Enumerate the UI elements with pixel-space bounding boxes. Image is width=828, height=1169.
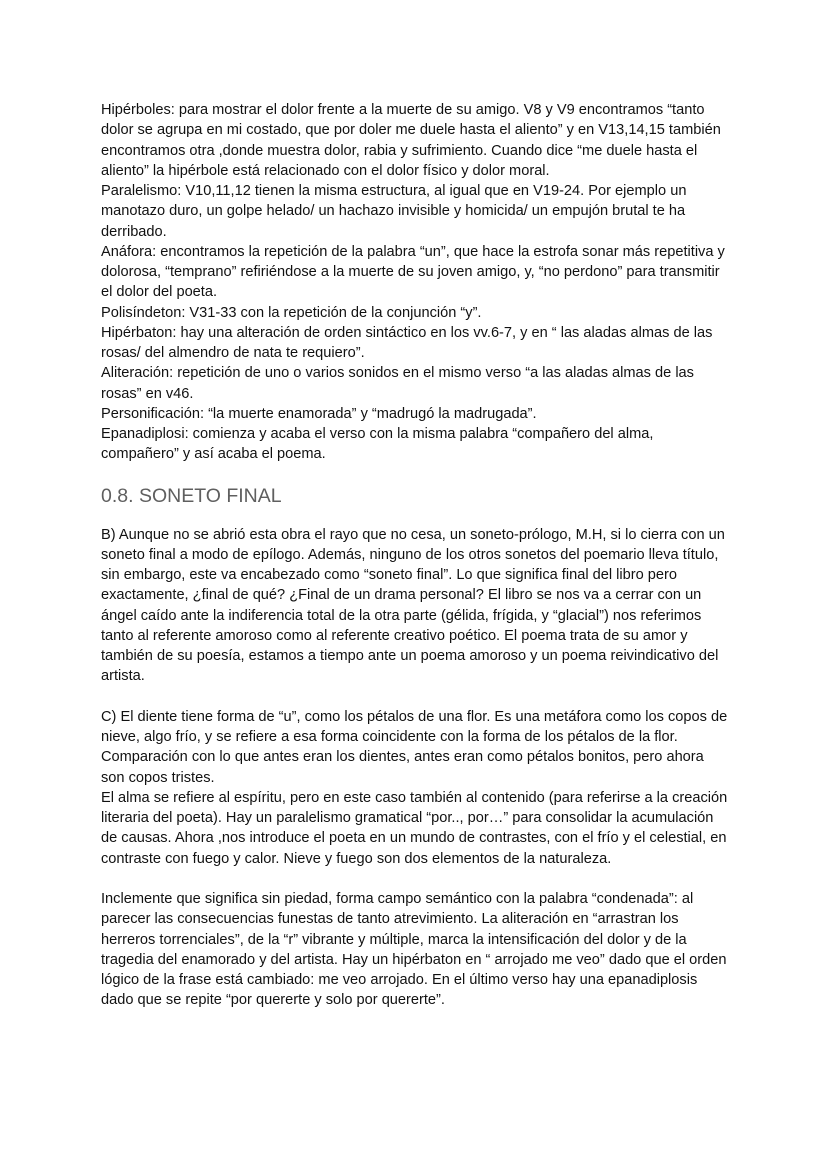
figure-hiperboles: Hipérboles: para mostrar el dolor frente a la muerte de su amigo. V8 y V9 encontramos “tanto dolor se agrupa en mi costado, que por doler me duele hasta el aliento” y en V13,14,15 también encontramos otra ,donde muestra dolor, rabia y sufrimiento. Cuando dice “me duele hasta el aliento” la hipérbole está relacionado con el dolor físico y dolor moral. (101, 102, 721, 179)
paragraph-spacer (101, 687, 731, 707)
figure-epanadiplosi: Epanadiplosi: comienza y acaba el verso con la misma palabra “compañero del alma, compañero” y así acaba el poema. (101, 426, 654, 463)
paragraph-final: Inclemente que significa sin piedad, forma campo semántico con la palabra “condenada”: al parecer las consecuencias funestas de tanto atrevimiento. La aliteración en “arrastran los herreros torrenciales”, de la “r” vibrante y múltiple, marca la intensificación del dolor y de la tragedia del enamorado y del artista. Hay un hipérbaton en “ arrojado me veo” dado que el orden lógico de la frase está cambiado: me veo arrojado. En el último verso hay una epanadiplosis dado que se repite “por quererte y solo por quererte”. (101, 891, 727, 1009)
paragraph-spacer (101, 869, 731, 889)
paragraph-c-1: C) El diente tiene forma de “u”, como los pétalos de una flor. Es una metáfora como los copos de nieve, algo frío, y se refiere a esa forma coincidente con la forma de los pétalos de la flor. Comparación con lo que antes eran los dientes, antes eran como pétalos bonitos, pero ahora son copos tristes. (101, 708, 728, 786)
figure-aliteracion: Aliteración: repetición de uno o varios sonidos en el mismo verso “a las aladas almas de las rosas” en v46. (101, 365, 694, 402)
figure-polisindeton: Polisíndeton: V31-33 con la repetición de la conjunción “y”. (101, 304, 482, 321)
figure-paralelismo: Paralelismo: V10,11,12 tienen la misma estructura, al igual que en V19-24. Por ejemplo un manotazo duro, un golpe helado/ un hachazo invisible y homicida/ un empujón brutal te ha derribado. (101, 183, 687, 240)
paragraph-c-2: El alma se refiere al espíritu, pero en este caso también al contenido (para referirse a la creación literaria del poeta). Hay un paralelismo gramatical “por.., por…” para consolidar la acumulación de causas. Ahora ,nos introduce el poeta en un mundo de contrastes, con el frío y el celestial, en contraste con fuego y calor. Nieve y fuego son dos elementos de la naturaleza. (101, 789, 728, 867)
document-page (101, 100, 731, 1011)
figure-hiperbaton: Hipérbaton: hay una alteración de orden sintáctico en los vv.6-7, y en “ las aladas almas de las rosas/ del almendro de nata te requiero”. (101, 324, 713, 361)
figure-personificacion: Personificación: “la muerte enamorada” y “madrugó la madrugada”. (101, 405, 537, 422)
section-heading: 0.8. SONETO FINAL (101, 484, 282, 507)
figure-anafora: Anáfora: encontramos la repetición de la palabra “un”, que hace la estrofa sonar más repetitiva y dolorosa, “temprano” refiriéndose a la muerte de su joven amigo, y, “no perdono” para transmitir el dolor del poeta. (101, 243, 725, 301)
paragraph-b: B) Aunque no se abrió esta obra el rayo que no cesa, un soneto-prólogo, M.H, si lo cierra con un soneto final a modo de epílogo. Además, ninguno de los otros sonetos del poemario lleva título, sin embargo, este va encabezado como “soneto final”. Lo que significa final del libro pero exactamente, ¿final de qué? ¿Final de un drama personal? El libro se nos va a cerrar con un ángel caído ante la indiferencia total de la otra parte (gélida, frígida, y “glacial”) nos referimos tanto al referente amoroso como al referente creativo poético. El poema trata de su amor y también de su poesía, estamos a tiempo ante un poema amoroso y un poema reivindicativo del artista. (101, 526, 725, 685)
